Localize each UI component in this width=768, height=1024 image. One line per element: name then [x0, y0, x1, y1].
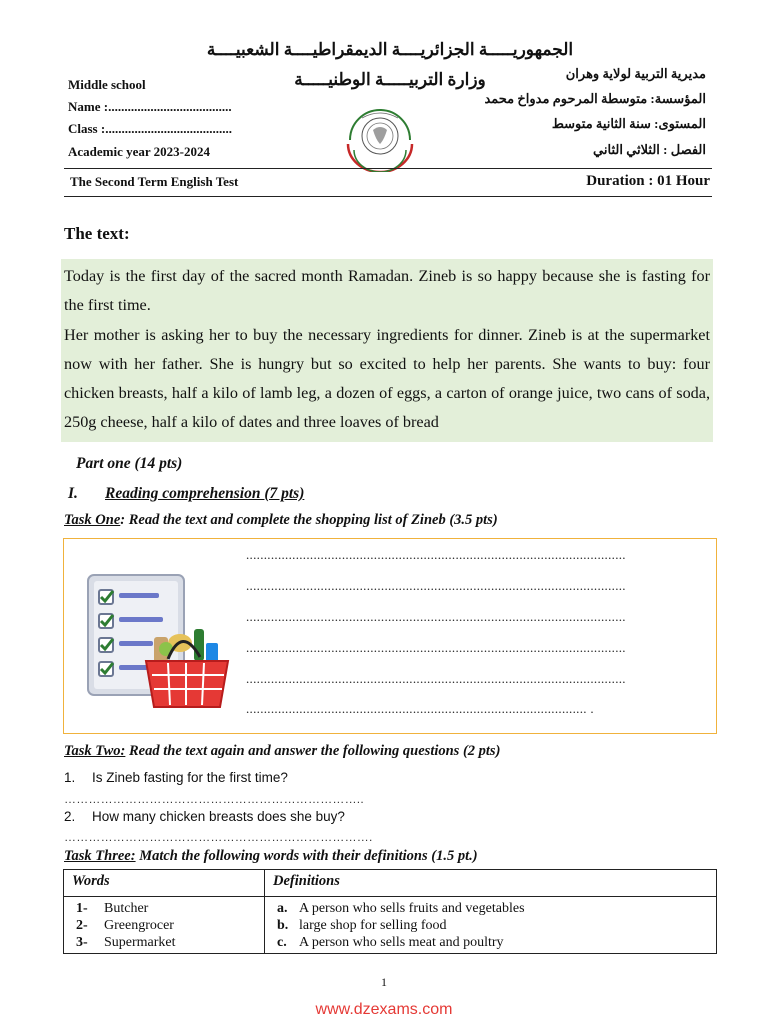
answer-line-5[interactable]: ...........................................................................................................	[246, 671, 626, 686]
shopping-list-basket-icon	[82, 571, 232, 713]
word-number: 2-	[76, 918, 88, 933]
class-field: Class :.......................................	[68, 121, 232, 136]
passage-paragraph-2: Her mother is asking her to buy the necessary ingredients for dinner. Zineb is at the supermarket now with her father. She is hungry but so excited to help her parents. She wants to buy: four chicken breasts, half a kilo of lamb leg, a dozen of eggs, a carton of orange juice, two cans of soda, 250g cheese, half a kilo of dates and three loaves of bread	[64, 325, 710, 432]
definition-letter: b.	[277, 918, 289, 933]
definitions-header: Definitions	[265, 870, 717, 897]
republic-title: الجمهوريـــــة الجزائريــــة الديمقراطيــــة الشعبيــــة	[206, 40, 574, 59]
test-duration: Duration : 01 Hour	[586, 173, 710, 189]
passage-paragraph-1: Today is the first day of the sacred month Ramadan. Zineb is so happy because she is fasting for the first time.	[64, 267, 710, 315]
answer-line-4[interactable]: ...........................................................................................................	[246, 640, 626, 655]
definition-letter: a.	[277, 901, 288, 916]
answer-line-6[interactable]: ................................................................................................ .	[246, 701, 594, 716]
term: الفصل : الثلاثي الثاني	[593, 142, 706, 157]
institution: المؤسسة: متوسطة المرحوم مدواخ محمد	[484, 91, 706, 106]
ministry-title: وزارة التربيـــــة الوطنيـــــة	[294, 70, 486, 89]
word-text: Greengrocer	[104, 918, 174, 933]
task-one-label: Task One	[64, 512, 121, 528]
definition-text: large shop for selling food	[299, 918, 447, 933]
word-item	[76, 900, 256, 917]
question-2-answer-line[interactable]: ………………………………………………………………….	[64, 830, 373, 844]
task-two-label: Task Two:	[64, 743, 126, 759]
word-number: 1-	[76, 901, 88, 916]
matching-table	[63, 869, 717, 954]
task-three-text: Match the following words with their definitions (1.5 pt.)	[135, 848, 478, 864]
question-2	[64, 809, 345, 824]
question-1-answer-line[interactable]: ………………………………………………………………..	[64, 792, 364, 806]
ministry-emblem-icon	[340, 100, 420, 172]
part-one-title: Part one (14 pts)	[76, 455, 183, 472]
school-level: Middle school	[68, 77, 146, 92]
definition-text: A person who sells fruits and vegetables	[299, 901, 525, 916]
question-1-text: Is Zineb fasting for the first time?	[92, 770, 288, 785]
section-title: Reading comprehension (7 pts)	[105, 485, 305, 502]
matching-table-row	[64, 897, 717, 954]
answer-line-1[interactable]: ...........................................................................................................	[246, 547, 626, 562]
task-two-instruction	[64, 743, 500, 760]
watermark-link[interactable]: www.dzexams.com	[315, 1001, 453, 1018]
definition-item	[277, 934, 708, 951]
matching-table-header	[64, 870, 717, 897]
header-divider-top	[64, 168, 712, 169]
task-three-instruction	[64, 848, 478, 865]
question-1	[64, 770, 288, 785]
level: المستوى: سنة الثانية متوسط	[551, 116, 706, 131]
header-divider-bottom	[64, 196, 712, 197]
task-two-text: Read the text again and answer the following questions (2 pts)	[125, 743, 501, 759]
section-number: I.	[68, 485, 78, 502]
reading-passage	[61, 259, 713, 442]
word-text: Supermarket	[104, 935, 176, 950]
definition-item	[277, 900, 708, 917]
question-2-text: How many chicken breasts does she buy?	[92, 809, 345, 824]
words-header: Words	[64, 870, 265, 897]
directorate: مديرية التربية لولاية وهران	[565, 66, 706, 81]
text-heading: The text:	[64, 224, 130, 243]
task-one-text: : Read the text and complete the shopping list of Zineb (3.5 pts)	[120, 512, 498, 528]
question-1-number: 1.	[64, 770, 76, 785]
task-three-label: Task Three:	[64, 848, 136, 864]
answer-line-2[interactable]: ...........................................................................................................	[246, 578, 626, 593]
shopping-list-box	[63, 538, 717, 734]
definition-item	[277, 917, 708, 934]
academic-year: Academic year 2023-2024	[68, 144, 211, 159]
name-field: Name :......................................	[68, 99, 232, 114]
definition-letter: c.	[277, 935, 287, 950]
question-2-number: 2.	[64, 809, 76, 824]
word-item	[76, 934, 256, 951]
definitions-cell	[265, 897, 717, 954]
task-one-instruction	[64, 512, 498, 529]
word-item	[76, 917, 256, 934]
answer-line-3[interactable]: ...........................................................................................................	[246, 609, 626, 624]
word-text: Butcher	[104, 901, 149, 916]
word-number: 3-	[76, 935, 88, 950]
definition-text: A person who sells meat and poultry	[299, 935, 504, 950]
words-cell	[64, 897, 265, 954]
page-number: 1	[381, 975, 387, 989]
test-title: The Second Term English Test	[70, 174, 239, 189]
